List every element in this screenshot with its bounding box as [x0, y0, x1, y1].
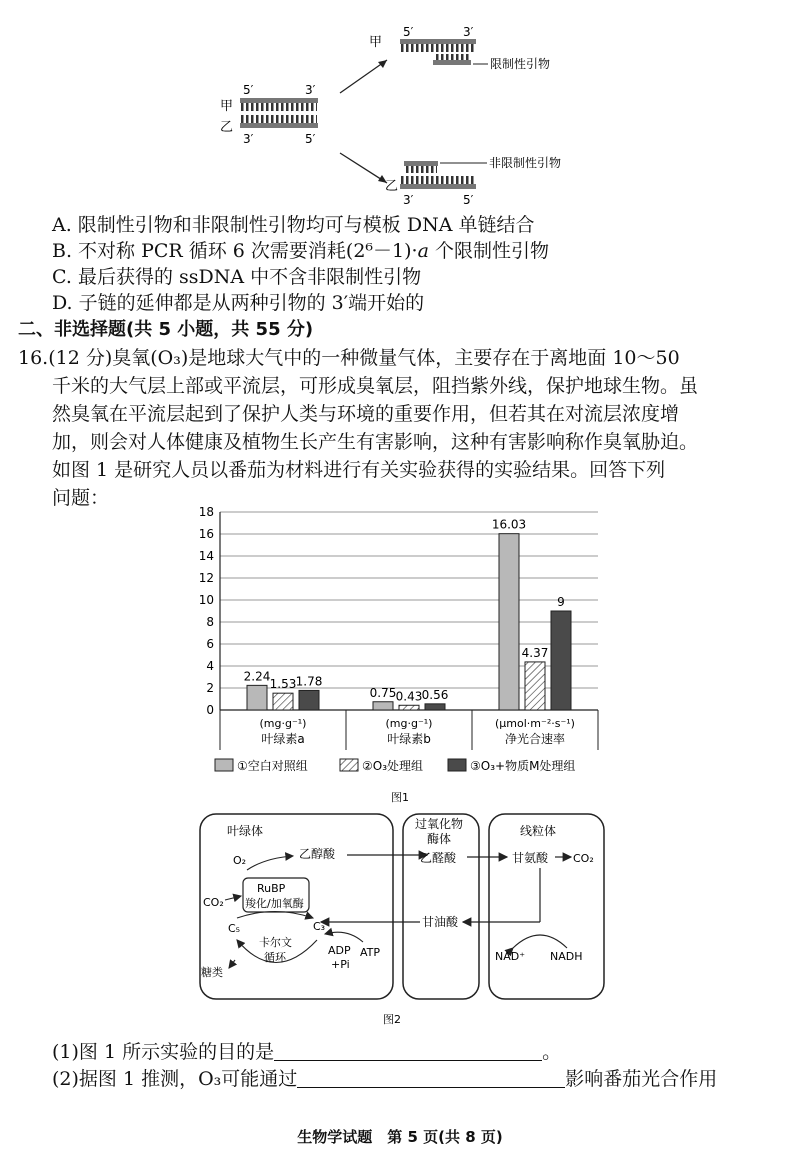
- category-unit: (mg·g⁻¹): [259, 717, 307, 730]
- category-label: 叶绿素a: [261, 732, 305, 746]
- bar-1-1: [399, 705, 419, 710]
- legend-swatch-2: [448, 759, 466, 771]
- right-bottom-3prime: 3′: [403, 193, 414, 207]
- bar-0-2: [299, 690, 319, 710]
- rubp-enzyme-label: 羧化/加氧酶: [245, 897, 304, 910]
- option-c: C. 最后获得的 ssDNA 中不含非限制性引物: [52, 266, 422, 288]
- chloroplast-label: 叶绿体: [227, 824, 264, 838]
- bar-1-2: [425, 704, 445, 710]
- data-label: 0.56: [421, 687, 449, 702]
- sub-question-2-text: (2)据图 1 推测，O₃可能通过: [52, 1068, 298, 1090]
- o2-label: O₂: [233, 854, 247, 867]
- section-title: 二、非选择题(共 5 小题，共 55 分): [18, 319, 314, 340]
- category-unit: (μmol·m⁻²·s⁻¹): [495, 717, 575, 730]
- nonlimiting-primer-label: 非限制性引物: [489, 156, 562, 170]
- right-bottom-5prime: 5′: [463, 193, 474, 207]
- legend-label-2: ③O₃+物质M处理组: [470, 759, 576, 773]
- left-top-3prime: 3′: [305, 83, 316, 97]
- pi-label: +Pi: [331, 958, 350, 971]
- atp-label: ATP: [360, 946, 381, 959]
- option-d: D. 子链的延伸都是从两种引物的 3′端开始的: [52, 292, 425, 314]
- option-b: B. 不对称 PCR 循环 6 次需要消耗(2⁶－1)·𝑎 个限制性引物: [52, 240, 549, 262]
- right-top-3prime: 3′: [463, 25, 474, 39]
- calvin-label-2: 循环: [264, 951, 286, 964]
- nad-label: NAD⁺: [495, 950, 526, 963]
- data-label: 16.03: [491, 517, 527, 532]
- strand-jia: [240, 98, 318, 103]
- sub-question-1-text: (1)图 1 所示实验的目的是: [52, 1041, 275, 1063]
- yi-label-left: 乙: [220, 120, 234, 135]
- limiting-primer-label: 限制性引物: [490, 57, 551, 71]
- sub-question-2-end: 影响番茄光合作用: [565, 1068, 718, 1090]
- limiting-primer-mark: [435, 54, 469, 60]
- sub-question-2: [52, 1066, 717, 1092]
- answer-blank-1[interactable]: [274, 1042, 542, 1061]
- q16-line-2: 千米的大气层上部或平流层，可形成臭氧层，阻挡紫外线，保护地球生物。虽: [52, 375, 699, 397]
- bar-2-2: [551, 611, 571, 710]
- jia-label: 甲: [220, 99, 234, 114]
- category-label: 净光合速率: [504, 732, 566, 746]
- glyceric-acid: 甘油酸: [422, 915, 459, 929]
- category-unit: (mg·g⁻¹): [385, 717, 433, 730]
- q16-line-5: 如图 1 是研究人员以番茄为材料进行有关实验获得的实验结果。回答下列: [52, 459, 666, 481]
- bar-0-0: [247, 685, 267, 710]
- left-bottom-3prime: 3′: [243, 132, 254, 146]
- y-tick-label: 0: [206, 703, 214, 717]
- y-tick-label: 10: [198, 593, 214, 607]
- yi-label-right: 乙: [385, 179, 399, 194]
- figure1-chart: [190, 505, 610, 810]
- y-tick-label: 14: [198, 549, 214, 563]
- sub-question-1-end: 。: [542, 1041, 562, 1063]
- page-footer: 生物学试题 第 5 页(共 8 页): [297, 1128, 503, 1146]
- jia-label-right: 甲: [369, 35, 383, 50]
- sub-question-1: [52, 1039, 561, 1065]
- nadh-label: NADH: [550, 950, 583, 963]
- y-tick-label: 16: [198, 527, 214, 541]
- figure2-caption: 图2: [383, 1013, 401, 1026]
- data-label: 2.24: [243, 669, 271, 684]
- mitochondrion-label: 线粒体: [520, 824, 557, 838]
- q16-line-6: 问题：: [52, 487, 110, 509]
- data-label: 1.78: [295, 674, 323, 689]
- bar-2-0: [499, 534, 519, 710]
- strand-yi: [240, 123, 318, 128]
- bar-0-1: [273, 693, 293, 710]
- q16-line-4: 加，则会对人体健康及植物生长产生有害影响，这种有害影响称作臭氧胁迫。: [52, 431, 699, 453]
- mitochondrion-box: [489, 814, 604, 999]
- glycolic-acid: 乙醇酸: [299, 847, 336, 861]
- y-tick-label: 12: [198, 571, 214, 585]
- data-label: 4.37: [521, 645, 549, 660]
- y-tick-label: 4: [206, 659, 214, 673]
- y-tick-label: 8: [206, 615, 214, 629]
- nonlimiting-primer-mark: [405, 166, 437, 173]
- c5-label: C₅: [228, 922, 241, 935]
- figure1-caption: 图1: [391, 791, 409, 804]
- legend-label-1: ②O₃处理组: [362, 759, 424, 773]
- c3-label: C₃: [313, 920, 326, 933]
- legend-swatch-0: [215, 759, 233, 771]
- option-a: A. 限制性引物和非限制性引物均可与模板 DNA 单链结合: [52, 214, 535, 236]
- adp-label: ADP: [328, 944, 351, 957]
- glycine: 甘氨酸: [512, 851, 549, 865]
- figure2-diagram: [195, 810, 615, 1030]
- q16-line-1: 16.(12 分)臭氧(O₃)是地球大气中的一种微量气体，主要存在于离地面 10～50: [18, 347, 680, 369]
- peroxisome-label-2: 酶体: [427, 832, 452, 846]
- co2-out: CO₂: [573, 852, 594, 865]
- right-top-5prime: 5′: [403, 25, 414, 39]
- answer-blank-2[interactable]: [297, 1069, 565, 1088]
- rubp-label: RuBP: [257, 882, 286, 895]
- data-label: 9: [557, 595, 565, 609]
- category-label: 叶绿素b: [387, 732, 431, 746]
- bar-2-1: [525, 662, 545, 710]
- glyoxylic-acid: 乙醛酸: [420, 851, 457, 865]
- q16-line-3: 然臭氧在平流层起到了保护人类与环境的重要作用，但若其在对流层浓度增: [52, 403, 680, 425]
- legend-label-0: ①空白对照组: [237, 759, 308, 773]
- peroxisome-label-1: 过氧化物: [415, 817, 464, 831]
- co2-in: CO₂: [203, 896, 224, 909]
- bar-1-0: [373, 702, 393, 710]
- left-bottom-5prime: 5′: [305, 132, 316, 146]
- y-tick-label: 6: [206, 637, 214, 651]
- sugar-label: 糖类: [201, 966, 223, 979]
- calvin-label-1: 卡尔文: [259, 936, 292, 949]
- data-label: 1.53: [269, 677, 297, 692]
- y-tick-label: 18: [198, 505, 214, 519]
- data-label: 0.43: [395, 689, 423, 704]
- left-top-5prime: 5′: [243, 83, 254, 97]
- legend-swatch-1: [340, 759, 358, 771]
- pcr-diagram: [215, 18, 595, 208]
- data-label: 0.75: [369, 685, 397, 700]
- y-tick-label: 2: [206, 681, 214, 695]
